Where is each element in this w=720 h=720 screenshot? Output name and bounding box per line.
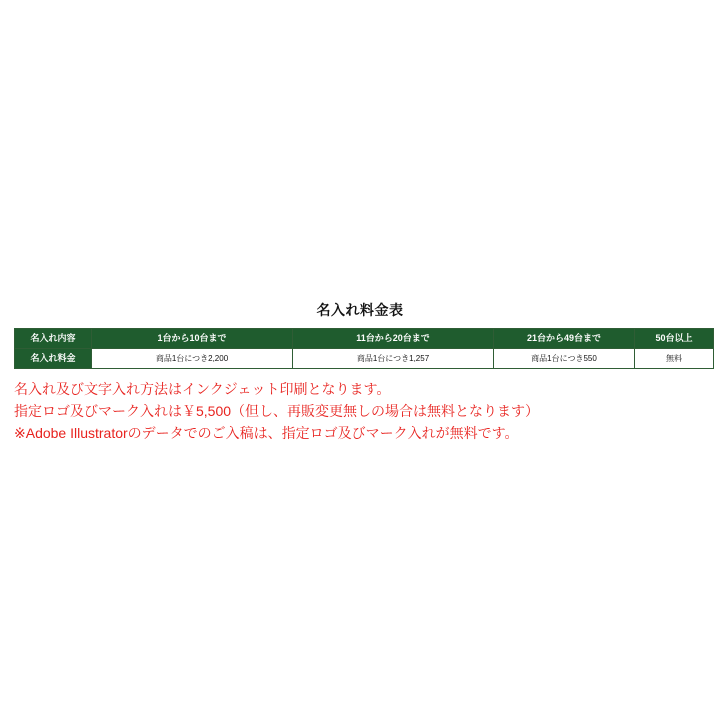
note-line-illustrator-data: ※Adobe Illustratorのデータでのご入稿は、指定ロゴ及びマーク入れが無料です。: [14, 425, 519, 441]
table-header-cell-content: 名入れ内容: [15, 329, 92, 349]
table-row-header: [15, 329, 714, 349]
table-cell-price-tier1: 商品1台につき2,200: [92, 349, 293, 369]
table-header-cell-tier1: 1台から10台まで: [92, 329, 293, 349]
price-table-section: [10, 300, 710, 444]
table-row-label-price: 名入れ料金: [15, 349, 92, 369]
table-cell-price-tier2: 商品1台につき1,257: [293, 349, 494, 369]
naire-price-table: [14, 328, 714, 369]
table-cell-price-tier3: 商品1台につき550: [494, 349, 635, 369]
note-line-printing-method: 名入れ及び文字入れ方法はインクジェット印刷となります。: [14, 381, 391, 397]
notes-block: [14, 378, 710, 444]
note-line-logo-fee: 指定ロゴ及びマーク入れは￥5,500（但し、再販変更無しの場合は無料となります）: [14, 403, 540, 419]
table-cell-price-tier4: 無料: [635, 349, 714, 369]
table-row-price: [15, 349, 714, 369]
table-header-cell-tier3: 21台から49台まで: [494, 329, 635, 349]
table-header-cell-tier4: 50台以上: [635, 329, 714, 349]
page-title: 名入れ料金表: [316, 302, 404, 318]
table-header-cell-tier2: 11台から20台まで: [293, 329, 494, 349]
